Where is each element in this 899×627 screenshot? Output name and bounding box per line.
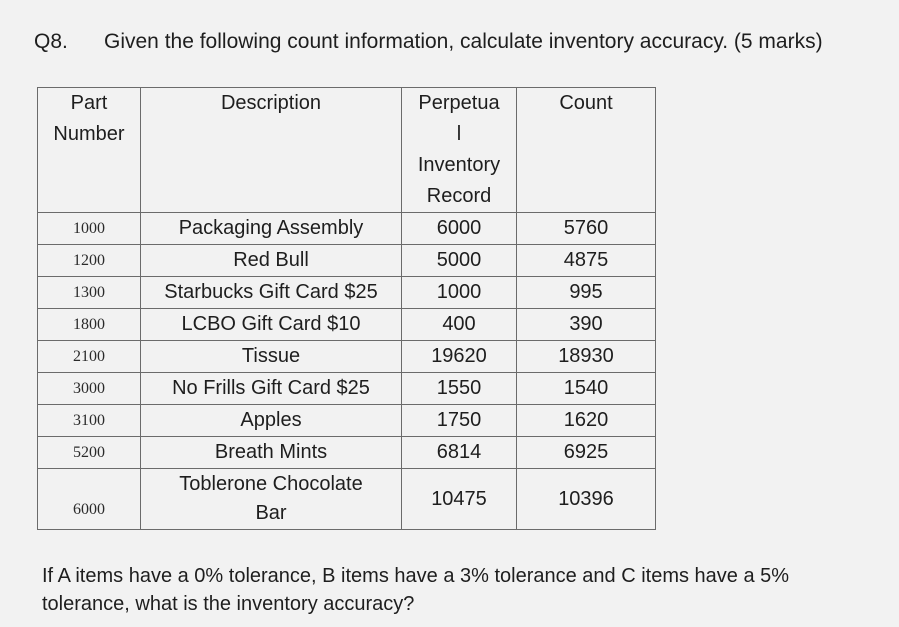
table-row	[38, 373, 656, 405]
part-number-cell: 3100	[38, 405, 141, 437]
table-row	[38, 277, 656, 309]
table-row	[38, 405, 656, 437]
count-cell: 18930	[517, 341, 656, 373]
count-cell: 1620	[517, 405, 656, 437]
description-cell: No Frills Gift Card $25	[141, 373, 402, 405]
count-cell: 390	[517, 309, 656, 341]
table-row	[38, 309, 656, 341]
description-cell: Starbucks Gift Card $25	[141, 277, 402, 309]
record-cell: 19620	[402, 341, 517, 373]
part-number-cell: 3000	[38, 373, 141, 405]
header-part-number-line1: Part	[70, 92, 108, 114]
question-footer-text: If A items have a 0% tolerance, B items have a 3% tolerance and C items have a 5% tolerance, what is the inventory accuracy?	[42, 565, 790, 615]
table-row	[38, 437, 656, 469]
part-number-cell: 2100	[38, 341, 141, 373]
table-header-row	[38, 88, 656, 213]
question-number: Q8.	[34, 30, 68, 53]
header-part-number	[38, 88, 141, 213]
header-description: Description	[141, 88, 402, 213]
count-cell: 1540	[517, 373, 656, 405]
header-record-line3: Inventory	[417, 154, 501, 176]
record-cell: 5000	[402, 245, 517, 277]
part-number-cell: 6000	[38, 469, 141, 530]
record-cell: 1000	[402, 277, 517, 309]
description-line1: Toblerone Chocolate	[179, 473, 363, 495]
count-cell: 4875	[517, 245, 656, 277]
header-perpetual-record	[402, 88, 517, 213]
part-number-cell: 1200	[38, 245, 141, 277]
count-cell: 6925	[517, 437, 656, 469]
question-prompt: Given the following count information, calculate inventory accuracy. (5 marks)	[104, 30, 823, 53]
description-line2: Bar	[255, 502, 287, 524]
record-cell: 400	[402, 309, 517, 341]
record-cell: 1550	[402, 373, 517, 405]
header-part-number-line2: Number	[53, 123, 125, 145]
description-cell: Packaging Assembly	[141, 213, 402, 245]
record-cell: 6000	[402, 213, 517, 245]
count-cell: 10396	[517, 469, 656, 530]
part-number-cell: 5200	[38, 437, 141, 469]
table-row	[38, 213, 656, 245]
count-cell: 995	[517, 277, 656, 309]
description-cell	[141, 469, 402, 530]
table-row	[38, 469, 656, 530]
table-row	[38, 245, 656, 277]
record-cell: 10475	[402, 469, 517, 530]
table-row	[38, 341, 656, 373]
description-cell: Tissue	[141, 341, 402, 373]
part-number-cell: 1800	[38, 309, 141, 341]
header-record-line4: Record	[426, 185, 492, 207]
header-count: Count	[517, 88, 656, 213]
inventory-table	[37, 87, 656, 530]
description-cell: Red Bull	[141, 245, 402, 277]
record-cell: 1750	[402, 405, 517, 437]
record-cell: 6814	[402, 437, 517, 469]
part-number-cell: 1300	[38, 277, 141, 309]
part-number-cell: 1000	[38, 213, 141, 245]
description-cell: Breath Mints	[141, 437, 402, 469]
description-cell: Apples	[141, 405, 402, 437]
header-record-line2: l	[456, 123, 462, 145]
header-record-line1: Perpetua	[418, 92, 500, 114]
count-cell: 5760	[517, 213, 656, 245]
description-cell: LCBO Gift Card $10	[141, 309, 402, 341]
